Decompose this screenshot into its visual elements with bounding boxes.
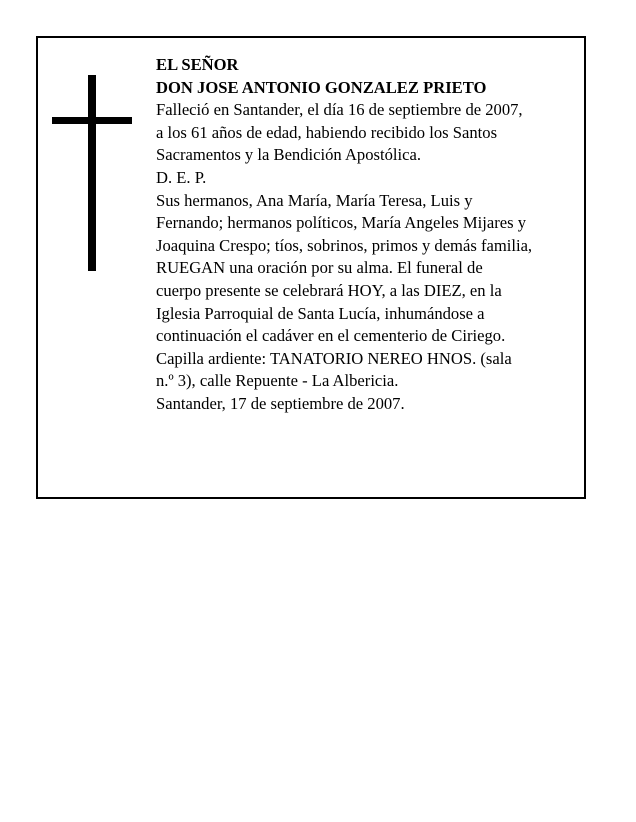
notice-body-line: Falleció en Santander, el día 16 de septiembre de 2007, [156,100,523,120]
notice-title-honorific: EL SEÑOR [156,55,239,74]
notice-body-line: cuerpo presente se celebrará HOY, a las DIEZ, en la [156,280,502,300]
cross-horizontal-bar [52,117,132,124]
obituary-notice [36,36,586,499]
notice-title-name: DON JOSE ANTONIO GONZALEZ PRIETO [156,77,487,97]
notice-body-line: Sus hermanos, Ana María, María Teresa, Luis y [156,190,473,210]
notice-date-line: Santander, 17 de septiembre de 2007. [156,393,405,413]
notice-body-line: Iglesia Parroquial de Santa Lucía, inhumándose a [156,303,485,323]
notice-text [156,54,586,416]
notice-body-line: continuación el cadáver en el cementerio de Ciriego. [156,326,506,346]
notice-body-line: Capilla ardiente: TANATORIO NEREO HNOS. (sala [156,348,512,368]
notice-body-line: Joaquina Crespo; tíos, sobrinos, primos y demás familia, [156,235,533,255]
cross-vertical-bar [88,75,96,271]
notice-body-line: a los 61 años de edad, habiendo recibido los Santos [156,122,498,142]
notice-body-line: Fernando; hermanos políticos, María Angeles Mijares y [156,213,527,233]
notice-body-line: n.º 3), calle Repuente - La Albericia. [156,371,399,391]
notice-body-line: Sacramentos y la Bendición Apostólica. [156,145,421,165]
notice-rip-line: D. E. P. [156,167,207,187]
notice-body-line: RUEGAN una oración por su alma. El funeral de [156,258,483,278]
